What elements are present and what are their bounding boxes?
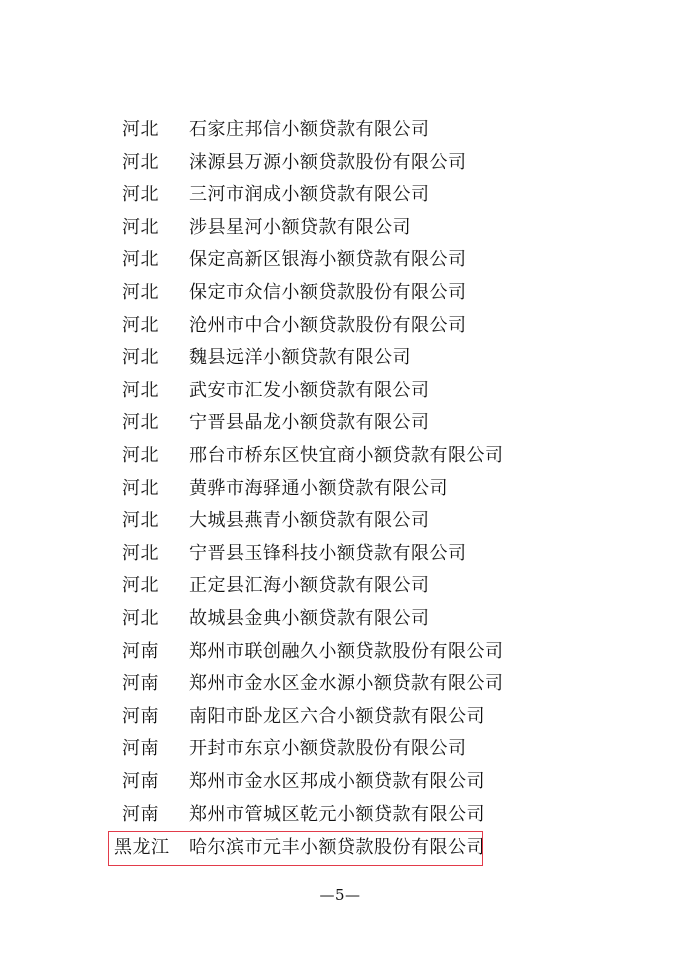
list-row	[0, 701, 680, 733]
province-name: 河北	[122, 314, 159, 336]
province-name: 河北	[122, 249, 159, 271]
company-name: 郑州市金水区邦成小额贷款有限公司	[189, 771, 485, 792]
page-number: —5—	[319, 886, 361, 904]
company-name: 邢台市桥东区快宜商小额贷款有限公司	[189, 445, 504, 466]
company-name: 哈尔滨市元丰小额贷款股份有限公司	[189, 837, 485, 858]
province-name: 黑龙江	[114, 837, 170, 858]
company-name: 南阳市卧龙区六合小额贷款有限公司	[189, 705, 485, 727]
company-name: 故城县金典小额贷款有限公司	[189, 608, 430, 629]
list-row	[0, 440, 680, 472]
province-name: 河南	[122, 738, 159, 760]
company-name: 涉县星河小额贷款有限公司	[189, 216, 411, 238]
province-name: 河北	[122, 510, 159, 532]
province-name: 河南	[122, 771, 159, 792]
list-row	[0, 114, 680, 146]
company-name: 武安市汇发小额贷款有限公司	[189, 379, 430, 401]
company-name: 保定市众信小额贷款股份有限公司	[189, 282, 467, 303]
list-row	[0, 799, 680, 831]
list-row	[0, 342, 680, 374]
highlight-box	[108, 831, 483, 866]
company-name: 保定高新区银海小额贷款有限公司	[189, 249, 467, 271]
company-name: 石家庄邦信小额贷款有限公司	[189, 119, 430, 140]
province-name: 河南	[122, 673, 159, 695]
province-name: 河北	[122, 347, 159, 369]
company-name: 开封市东京小额贷款股份有限公司	[189, 738, 467, 760]
list-row	[0, 505, 680, 537]
province-name: 河北	[122, 445, 159, 466]
province-name: 河北	[122, 477, 159, 499]
company-name: 大城县燕青小额贷款有限公司	[189, 510, 430, 532]
province-name: 河北	[122, 151, 159, 173]
province-name: 河北	[122, 608, 159, 629]
list-row	[0, 244, 680, 276]
list-row	[0, 212, 680, 244]
province-name: 河南	[122, 705, 159, 727]
list-row	[0, 147, 680, 179]
list-row	[0, 733, 680, 765]
list-row	[0, 766, 680, 798]
list-row	[0, 407, 680, 439]
company-name: 郑州市联创融久小额贷款股份有限公司	[189, 640, 504, 662]
company-name: 宁晋县晶龙小额贷款有限公司	[189, 412, 430, 434]
province-name: 河南	[122, 803, 159, 825]
province-name: 河北	[122, 216, 159, 238]
province-name: 河北	[122, 119, 159, 140]
list-row	[0, 570, 680, 602]
list-row	[0, 277, 680, 309]
company-name: 魏县远洋小额贷款有限公司	[189, 347, 411, 369]
province-name: 河北	[122, 575, 159, 597]
list-row	[0, 636, 680, 668]
company-name: 涞源县万源小额贷款股份有限公司	[189, 151, 467, 173]
list-row	[0, 179, 680, 211]
list-row	[0, 310, 680, 342]
list-row	[0, 668, 680, 700]
company-name: 沧州市中合小额贷款股份有限公司	[189, 314, 467, 336]
list-row	[0, 603, 680, 635]
province-name: 河南	[122, 640, 159, 662]
province-name: 河北	[122, 379, 159, 401]
province-name: 河北	[122, 184, 159, 206]
company-name: 正定县汇海小额贷款有限公司	[189, 575, 430, 597]
province-name: 河北	[122, 282, 159, 303]
company-name: 黄骅市海驿通小额贷款有限公司	[189, 477, 448, 499]
list-row	[0, 473, 680, 505]
list-row	[0, 375, 680, 407]
company-name: 三河市润成小额贷款有限公司	[189, 184, 430, 206]
company-name: 郑州市金水区金水源小额贷款有限公司	[189, 673, 504, 695]
company-name: 宁晋县玉锋科技小额贷款有限公司	[189, 542, 467, 564]
province-name: 河北	[122, 542, 159, 564]
company-name: 郑州市管城区乾元小额贷款有限公司	[189, 803, 485, 825]
province-name: 河北	[122, 412, 159, 434]
list-row	[0, 538, 680, 570]
